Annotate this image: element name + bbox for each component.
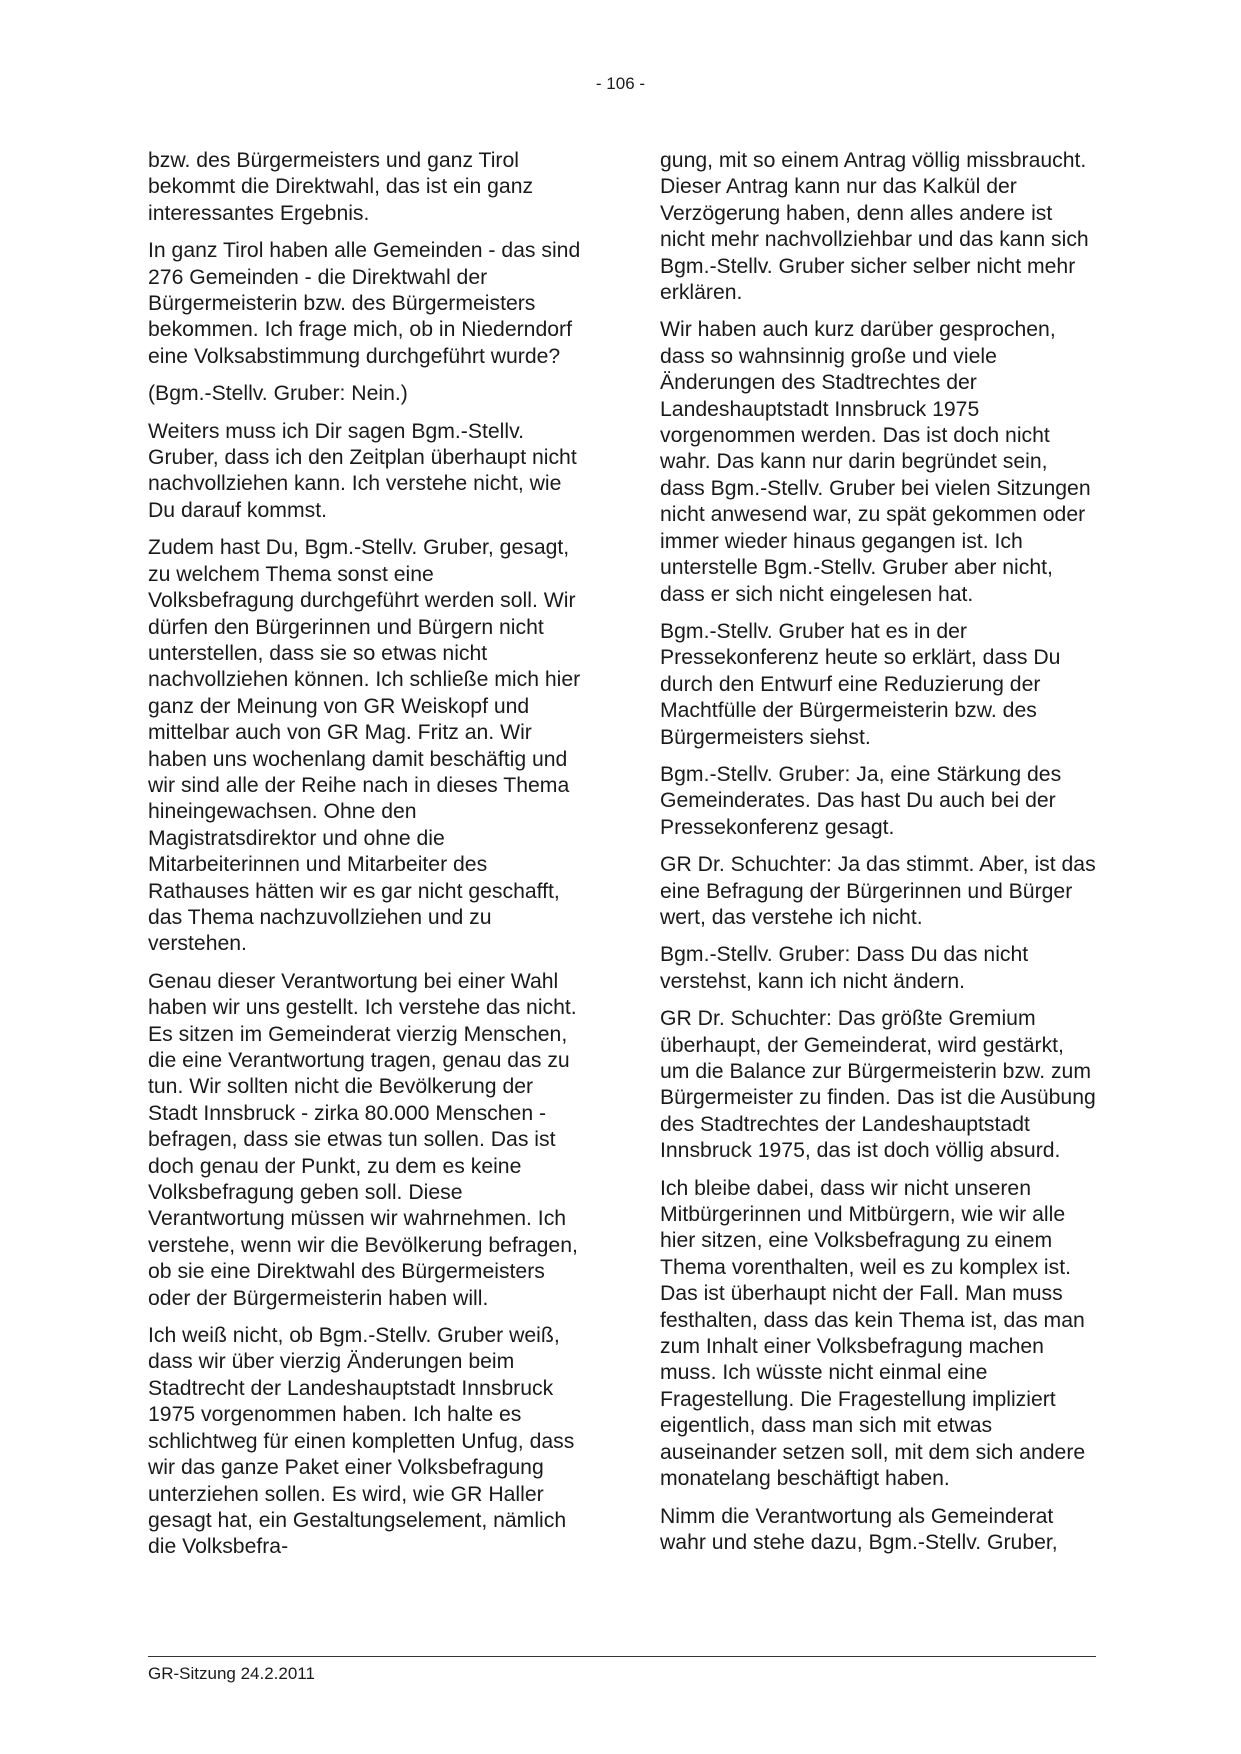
left-column bbox=[148, 148, 584, 1572]
page-number: - 106 - bbox=[595, 74, 646, 93]
footer-divider bbox=[148, 1656, 1096, 1657]
paragraph: gung, mit so einem Antrag völlig missbraucht. Dieser Antrag kann nur das Kalkül der Verzögerung haben, denn alles andere ist nicht mehr nachvollziehbar und das kann sich Bgm.-Stellv. Gruber sicher selber nicht mehr erklären. bbox=[660, 149, 1089, 305]
paragraph: Bgm.-Stellv. Gruber: Dass Du das nicht verstehst, kann ich nicht ändern. bbox=[660, 943, 1029, 993]
paragraph: Bgm.-Stellv. Gruber: Ja, eine Stärkung des Gemeinderates. Das hast Du auch bei der Pressekonferenz gesagt. bbox=[660, 762, 1062, 839]
paragraph: Nimm die Verantwortung als Gemeinderat wahr und stehe dazu, Bgm.-Stellv. Gruber, bbox=[660, 1504, 1058, 1554]
paragraph: In ganz Tirol haben alle Gemeinden - das sind 276 Gemeinden - die Direktwahl der Bürgermeisterin bzw. des Bürgermeisters bekommen. Ich frage mich, ob in Niederndorf eine Volksabstimmung durchgeführt wurde? bbox=[148, 239, 581, 368]
paragraph: bzw. des Bürgermeisters und ganz Tirol bekommt die Direktwahl, das ist ein ganz interessantes Ergebnis. bbox=[148, 149, 534, 225]
paragraph: GR Dr. Schuchter: Ja das stimmt. Aber, ist das eine Befragung der Bürgerinnen und Bürger wert, das verstehe ich nicht. bbox=[660, 853, 1096, 929]
paragraph: Ich bleibe dabei, dass wir nicht unseren Mitbürgerinnen und Mitbürgern, wie wir alle hier sitzen, eine Volksbefragung zu einem Thema vorenthalten, weil es zu komplex ist. Das ist überhaupt nicht der Fall. Man muss festhalten, dass das kein Thema ist, das man zum Inhalt einer Volksbefragung machen muss. Ich wüsste nicht einmal eine Fragestellung. Die Fragestellung impliziert eigentlich, dass man sich mit etwas auseinander setzen soll, mit dem sich andere monatelang beschäftigt haben. bbox=[660, 1176, 1086, 1491]
paragraph: Bgm.-Stellv. Gruber hat es in der Pressekonferenz heute so erklärt, dass Du durch den Entwurf eine Reduzierung der Machtfülle der Bürgermeisterin bzw. des Bürgermeisters siehst. bbox=[660, 619, 1061, 749]
paragraph: Weiters muss ich Dir sagen Bgm.-Stellv. Gruber, dass ich den Zeitplan überhaupt nicht nachvollziehen kann. Ich verstehe nicht, wie Du darauf kommst. bbox=[148, 419, 577, 522]
right-column bbox=[660, 148, 1096, 1567]
paragraph: Zudem hast Du, Bgm.-Stellv. Gruber, gesagt, zu welchem Thema sonst eine Volksbefragung durchgeführt werden soll. Wir dürfen den Bürgerinnen und Bürgern nicht unterstellen, dass sie so etwas nicht nachvollziehen können. Ich schließe mich hier ganz der Meinung von GR Weiskopf und mittelbar auch von GR Mag. Fritz an. Wir haben uns wochenlang damit beschäftig und wir sind alle der Reihe nach in dieses Thema hineingewachsen. Ohne den Magistratsdirektor und ohne die Mitarbeiterinnen und Mitarbeiter des Rathauses hätten wir es gar nicht geschafft, das Thema nachzuvollziehen und zu verstehen. bbox=[148, 536, 581, 956]
paragraph: Wir haben auch kurz darüber gesprochen, dass so wahnsinnig große und viele Änderungen des Stadtrechtes der Landeshauptstadt Innsbruck 1975 vorgenommen werden. Das ist doch nicht wahr. Das kann nur darin begründet sein, dass Bgm.-Stellv. Gruber bei vielen Sitzungen nicht anwesend war, zu spät gekommen oder immer wieder hinaus gegangen ist. Ich unterstelle Bgm.-Stellv. Gruber aber nicht, dass er sich nicht eingelesen hat. bbox=[660, 318, 1091, 606]
paragraph: GR Dr. Schuchter: Das größte Gremium überhaupt, der Gemeinderat, wird gestärkt, um die Balance zur Bürgermeisterin bzw. zum Bürgermeister zu finden. Das ist die Ausübung des Stadtrechtes der Landeshauptstadt Innsbruck 1975, das ist doch völlig absurd. bbox=[660, 1007, 1096, 1163]
paragraph: Genau dieser Verantwortung bei einer Wahl haben wir uns gestellt. Ich verstehe das nicht. Es sitzen im Gemeinderat vierzig Menschen, die eine Verantwortung tragen, genau das zu tun. Wir sollten nicht die Bevölkerung der Stadt Innsbruck - zirka 80.000 Menschen - befragen, dass sie etwas tun sollen. Das ist doch genau der Punkt, zu dem es keine Volksbefragung geben soll. Diese Verantwortung müssen wir wahrnehmen. Ich verstehe, wenn wir die Bevölkerung befragen, ob sie eine Direktwahl des Bürgermeisters oder der Bürgermeisterin haben will. bbox=[148, 969, 578, 1310]
paragraph: Ich weiß nicht, ob Bgm.-Stellv. Gruber weiß, dass wir über vierzig Änderungen beim Stadtrecht der Landeshauptstadt Innsbruck 1975 vorgenommen haben. Ich halte es schlichtweg für einen kompletten Unfug, dass wir das ganze Paket einer Volksbefragung unterziehen sollen. Es wird, wie GR Haller gesagt hat, ein Gestaltungselement, nämlich die Volksbefra- bbox=[148, 1324, 575, 1559]
footer-session-label: GR-Sitzung 24.2.2011 bbox=[148, 1664, 315, 1683]
paragraph: (Bgm.-Stellv. Gruber: Nein.) bbox=[148, 382, 408, 406]
